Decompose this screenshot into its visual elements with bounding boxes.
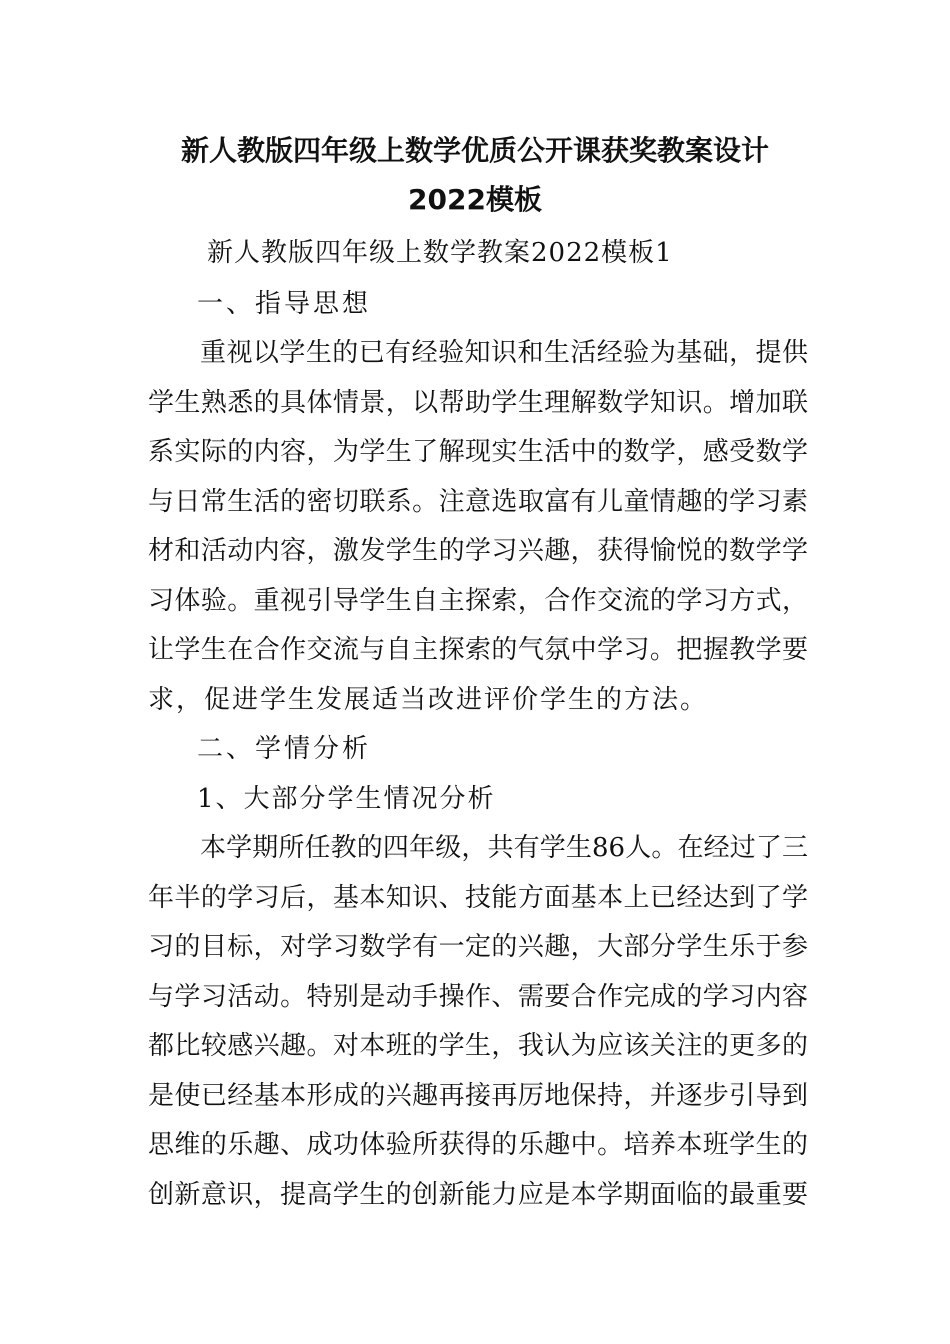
paragraph-line: 求，促进学生发展适当改进评价学生的方法。 [148,685,709,715]
paragraph-line: 习的目标，对学习数学有一定的兴趣，大部分学生乐于参 [148,932,808,962]
paragraph-line: 让学生在合作交流与自主探索的气氛中学习。把握教学要 [148,635,808,665]
section-heading-learning-analysis: 二、学情分析 [197,734,372,764]
paragraph-line: 本学期所任教的四年级，共有学生86人。在经过了三 [200,833,808,863]
document-title-line-1: 新人教版四年级上数学优质公开课获奖教案设计 [180,134,769,167]
document-title-line-2: 2022模板 [408,183,542,216]
document-subtitle: 新人教版四年级上数学教案2022模板1 [207,238,673,268]
paragraph-line: 年半的学习后，基本知识、技能方面基本上已经达到了学 [148,883,808,913]
paragraph-line: 系实际的内容，为学生了解现实生活中的数学，感受数学 [148,437,808,467]
paragraph-line: 与学习活动。特别是动手操作、需要合作完成的学习内容 [148,982,808,1012]
section-heading-guiding-thought: 一、指导思想 [197,289,372,319]
paragraph-line: 都比较感兴趣。对本班的学生，我认为应该关注的更多的 [148,1031,808,1061]
paragraph-line: 重视以学生的已有经验知识和生活经验为基础，提供 [200,338,808,368]
paragraph-line: 创新意识，提高学生的创新能力应是本学期面临的最重要 [148,1180,808,1210]
paragraph-line: 材和活动内容，激发学生的学习兴趣，获得愉悦的数学学 [148,536,808,566]
paragraph-line: 是使已经基本形成的兴趣再接再厉地保持，并逐步引导到 [148,1081,808,1111]
subsection-heading-majority-students: 1、大部分学生情况分析 [197,784,496,814]
paragraph-line: 思维的乐趣、成功体验所获得的乐趣中。培养本班学生的 [148,1130,808,1160]
paragraph-line: 学生熟悉的具体情景，以帮助学生理解数学知识。增加联 [148,388,808,418]
paragraph-line: 与日常生活的密切联系。注意选取富有儿童情趣的学习素 [148,487,808,517]
paragraph-line: 习体验。重视引导学生自主探索，合作交流的学习方式， [148,586,808,616]
